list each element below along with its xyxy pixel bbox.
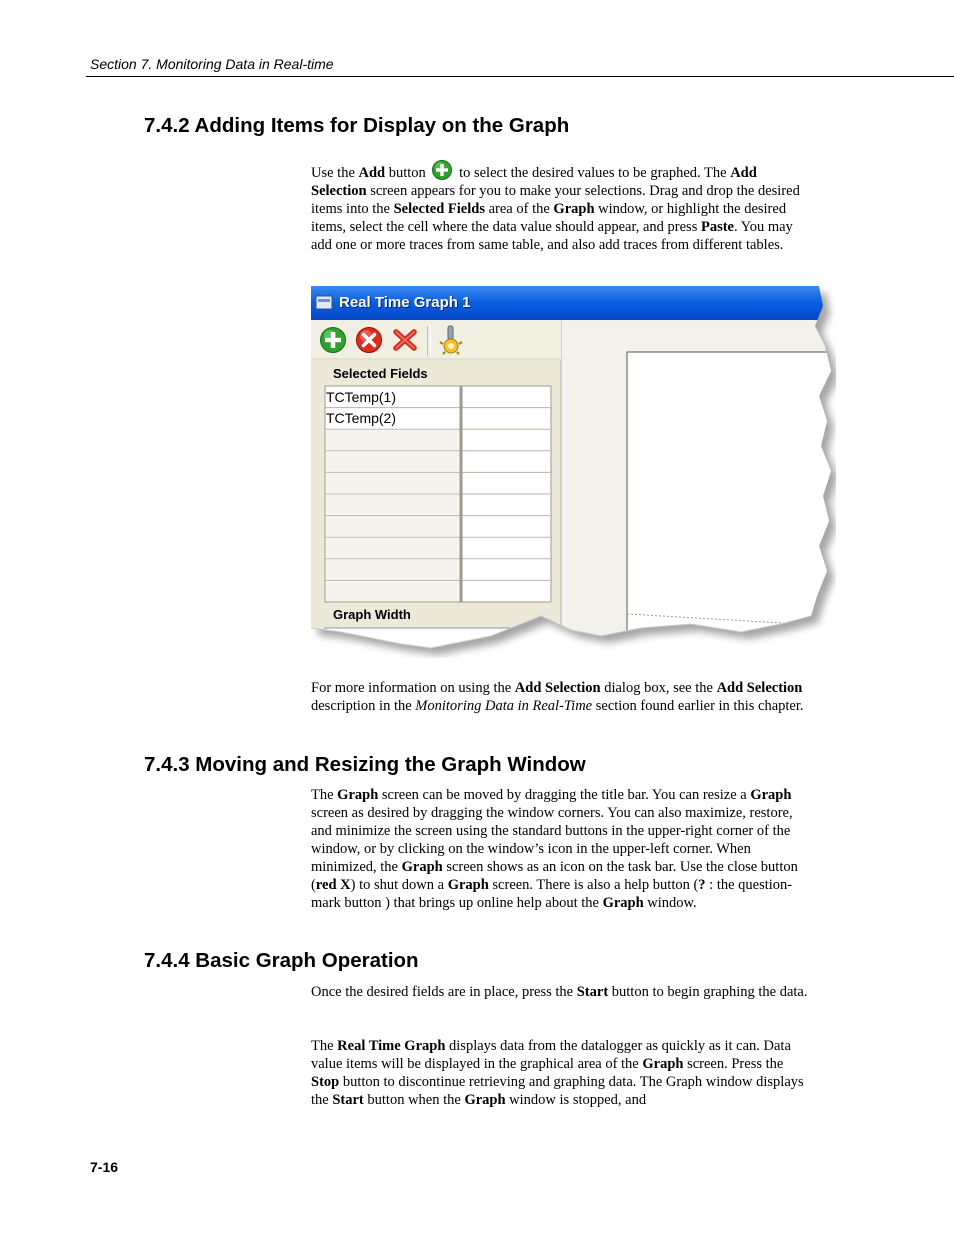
grid-cell-bg — [326, 517, 459, 537]
toolbar-separator — [427, 326, 431, 356]
running-header: Section 7. Monitoring Data in Real-time — [90, 56, 334, 72]
add-icon — [431, 159, 453, 181]
grid-cell-bg — [326, 473, 459, 493]
page-number: 7-16 — [90, 1159, 119, 1175]
graph-width-label: Graph Width — [333, 607, 411, 622]
paste-icon[interactable] — [437, 324, 465, 356]
window-title[interactable]: Real Time Graph 1 — [339, 294, 471, 311]
real-time-graph-screenshot — [311, 286, 836, 658]
heading-7-4-3: 7.4.3 Moving and Resizing the Graph Window — [144, 753, 586, 776]
screenshot-frame — [311, 286, 836, 658]
grid-cell-bg — [326, 452, 459, 472]
paragraph-add-items: Use the Add button to select the desired values to be graphed. The Add Selection screen appears for you to make your selections. Drag and drop the desired items into the Selected Fields area of the Graph window, or highlight the desired items, select the cell where the data value should appear, and press Paste. You may add one or more traces from same table, and also add traces from different tables. — [311, 159, 811, 254]
heading-7-4-4: 7.4.4 Basic Graph Operation — [144, 949, 419, 972]
paragraph-basic-operation: Once the desired fields are in place, press the Start button to begin graphing the data. — [311, 984, 808, 1000]
field-cell-1[interactable]: TCTemp(1) — [326, 389, 397, 405]
grid-cell-bg — [326, 430, 459, 450]
grid-cell-bg — [326, 495, 459, 515]
add-icon[interactable] — [319, 326, 347, 354]
field-cell-2[interactable]: TCTemp(2) — [326, 410, 397, 426]
heading-7-4-2: 7.4.2 Adding Items for Display on the Graph — [144, 114, 570, 137]
selected-fields-label: Selected Fields — [333, 366, 428, 381]
paragraph-real-time-graph: The Real Time Graph displays data from the datalogger as quickly as it can. Data value items will be displayed in the graphical area of the Graph screen. Press the Stop button to discontinue retrieving and graphing data. The Graph window displays the Start button when the Graph window is stopped, and — [311, 1038, 804, 1108]
header-rule — [86, 76, 954, 77]
paragraph-moving-resizing: The Graph screen can be moved by dragging the title bar. You can resize a Graph screen as desired by dragging the window corners. You can also maximize, restore, and minimize the screen using the standard buttons in the upper-right corner of the window, or by clicking on the window’s icon in the upper-left corner. When minimized, the Graph screen shows as an icon on the task bar. Use the close button (red X) to shut down a Graph screen. There is also a help button (? : the question-mark button ) that brings up online help about the Graph window. — [311, 787, 798, 911]
grid-cell-bg — [326, 560, 459, 580]
paragraph-more-info: For more information on using the Add Selection dialog box, see the Add Selection description in the Monitoring Data in Real-Time section found earlier in this chapter. — [311, 680, 804, 714]
grid-cell-bg — [326, 581, 459, 601]
grid-cell-bg — [326, 538, 459, 558]
delete-icon[interactable] — [355, 326, 383, 354]
delete-all-icon[interactable] — [391, 326, 419, 354]
